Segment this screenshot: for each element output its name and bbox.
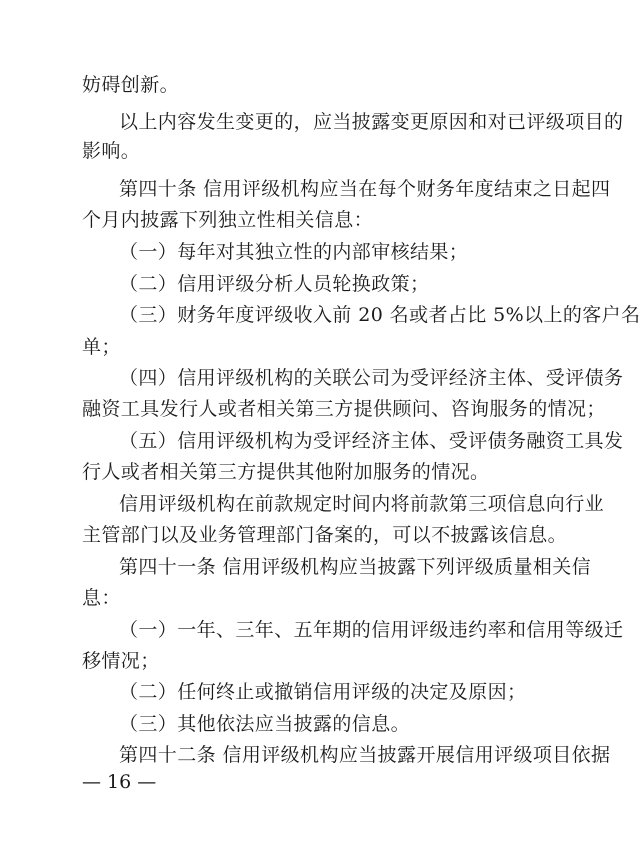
text-line: 个月内披露下列独立性相关信息： [82, 209, 374, 231]
list-item-line: （二）任何终止或撤销信用评级的决定及原因； [119, 681, 527, 703]
list-item-line: （四）信用评级机构的关联公司为受评经济主体、受评债务 [119, 367, 624, 389]
text-line: 影响。 [82, 140, 141, 162]
text-line: 信用评级机构在前款规定时间内将前款第三项信息向行业 [119, 493, 605, 515]
text-line: 主管部门以及业务管理部门备案的，可以不披露该信息。 [82, 524, 568, 546]
text-line: 单； [82, 336, 121, 358]
text-line: 行人或者相关第三方提供其他附加服务的情况。 [82, 461, 490, 483]
list-item-line: （一）一年、三年、五年期的信用评级违约率和信用等级迁 [119, 619, 624, 641]
text-line: 融资工具发行人或者相关第三方提供顾问、咨询服务的情况； [82, 398, 606, 420]
text-line: 息： [82, 587, 121, 609]
text-line: 以上内容发生变更的，应当披露变更原因和对已评级项目的 [119, 111, 624, 133]
list-item-line: （二）信用评级分析人员轮换政策； [119, 273, 430, 295]
list-item-line: （一）每年对其独立性的内部审核结果； [119, 241, 469, 263]
list-item-line: （五）信用评级机构为受评经济主体、受评债务融资工具发 [119, 430, 624, 452]
page-number: — 16 — [82, 771, 157, 793]
article-41-heading-line: 第四十一条 信用评级机构应当披露下列评级质量相关信 [119, 556, 592, 578]
text-line: 移情况； [82, 650, 160, 672]
article-42-heading-line: 第四十二条 信用评级机构应当披露开展信用评级项目依据 [119, 744, 611, 766]
article-40-heading-line: 第四十条 信用评级机构应当在每个财务年度结束之日起四 [119, 178, 611, 200]
list-item-line: （三）财务年度评级收入前 20 名或者占比 5%以上的客户名 [119, 304, 640, 326]
list-item-line: （三）其他依法应当披露的信息。 [119, 713, 411, 735]
text-line: 妨碍创新。 [82, 74, 180, 96]
